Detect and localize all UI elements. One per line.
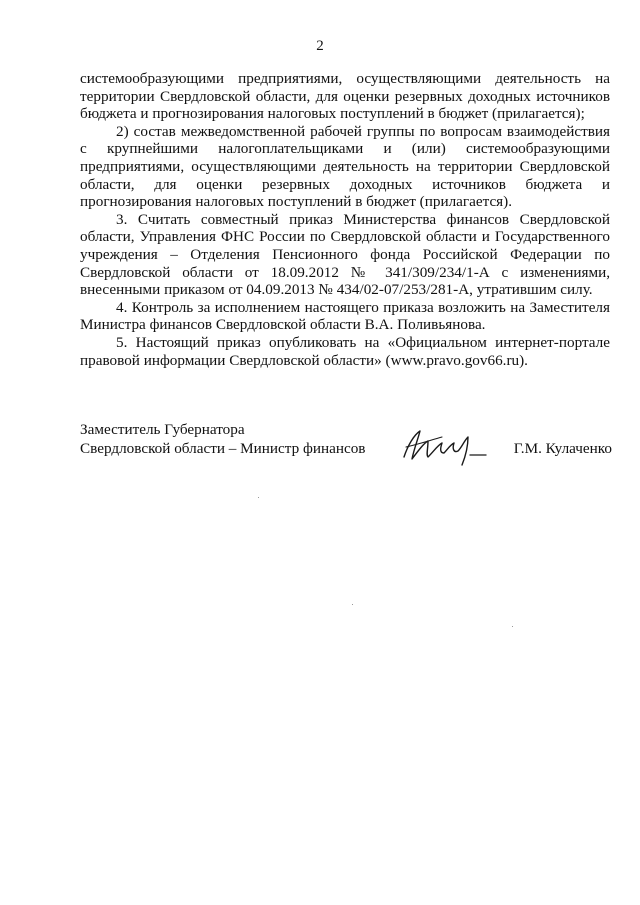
handwritten-signature — [398, 425, 502, 469]
scan-speck — [352, 604, 353, 605]
signatory-title-line2: Свердловской области – Министр финансов — [80, 440, 366, 457]
document-body — [80, 70, 610, 369]
paragraph-item-3: 3. Считать совместный приказ Министерства финансов Свердловской области, Управления ФНС России по Свердловской области и Государственного учреждения – Отделения Пенсионного фонда Российской Федерации по Свердловской области от 18.09.2012 № 341/309/234/1-А с изменениями, внесенными приказом от 04.09.2013 № 434/02-07/253/281-А, утратившим силу. — [80, 210, 610, 299]
scan-speck — [512, 626, 513, 627]
paragraph-item-2: 2) состав межведомственной рабочей группы по вопросам взаимодействия с крупнейшими налогоплательщиками и (или) системообразующими предприятиями, осуществляющими деятельность на территории Свердловской области, для оценки резервных доходных источников бюджета и прогнозирования налоговых поступлений в бюджет (прилагается). — [80, 122, 610, 211]
paragraph-continuation: системообразующими предприятиями, осуществляющими деятельность на территории Свердловской области, для оценки резервных доходных источников бюджета и прогнозирования налоговых поступлений в бюджет (прилагается); — [80, 70, 610, 123]
page-number: 2 — [316, 38, 324, 54]
paragraph-item-5: 5. Настоящий приказ опубликовать на «Официальном интернет-портале правовой информации Свердловской области» (www.pravo.gov66.ru). — [80, 333, 610, 369]
scan-speck — [258, 497, 259, 498]
signatory-title-line1: Заместитель Губернатора — [80, 421, 245, 438]
signature-block — [80, 420, 612, 459]
signatory-name: Г.М. Кулаченко — [513, 440, 612, 457]
paragraph-item-4: 4. Контроль за исполнением настоящего приказа возложить на Заместителя Министра финансов Свердловской области В.А. Поливьянова. — [80, 298, 610, 334]
